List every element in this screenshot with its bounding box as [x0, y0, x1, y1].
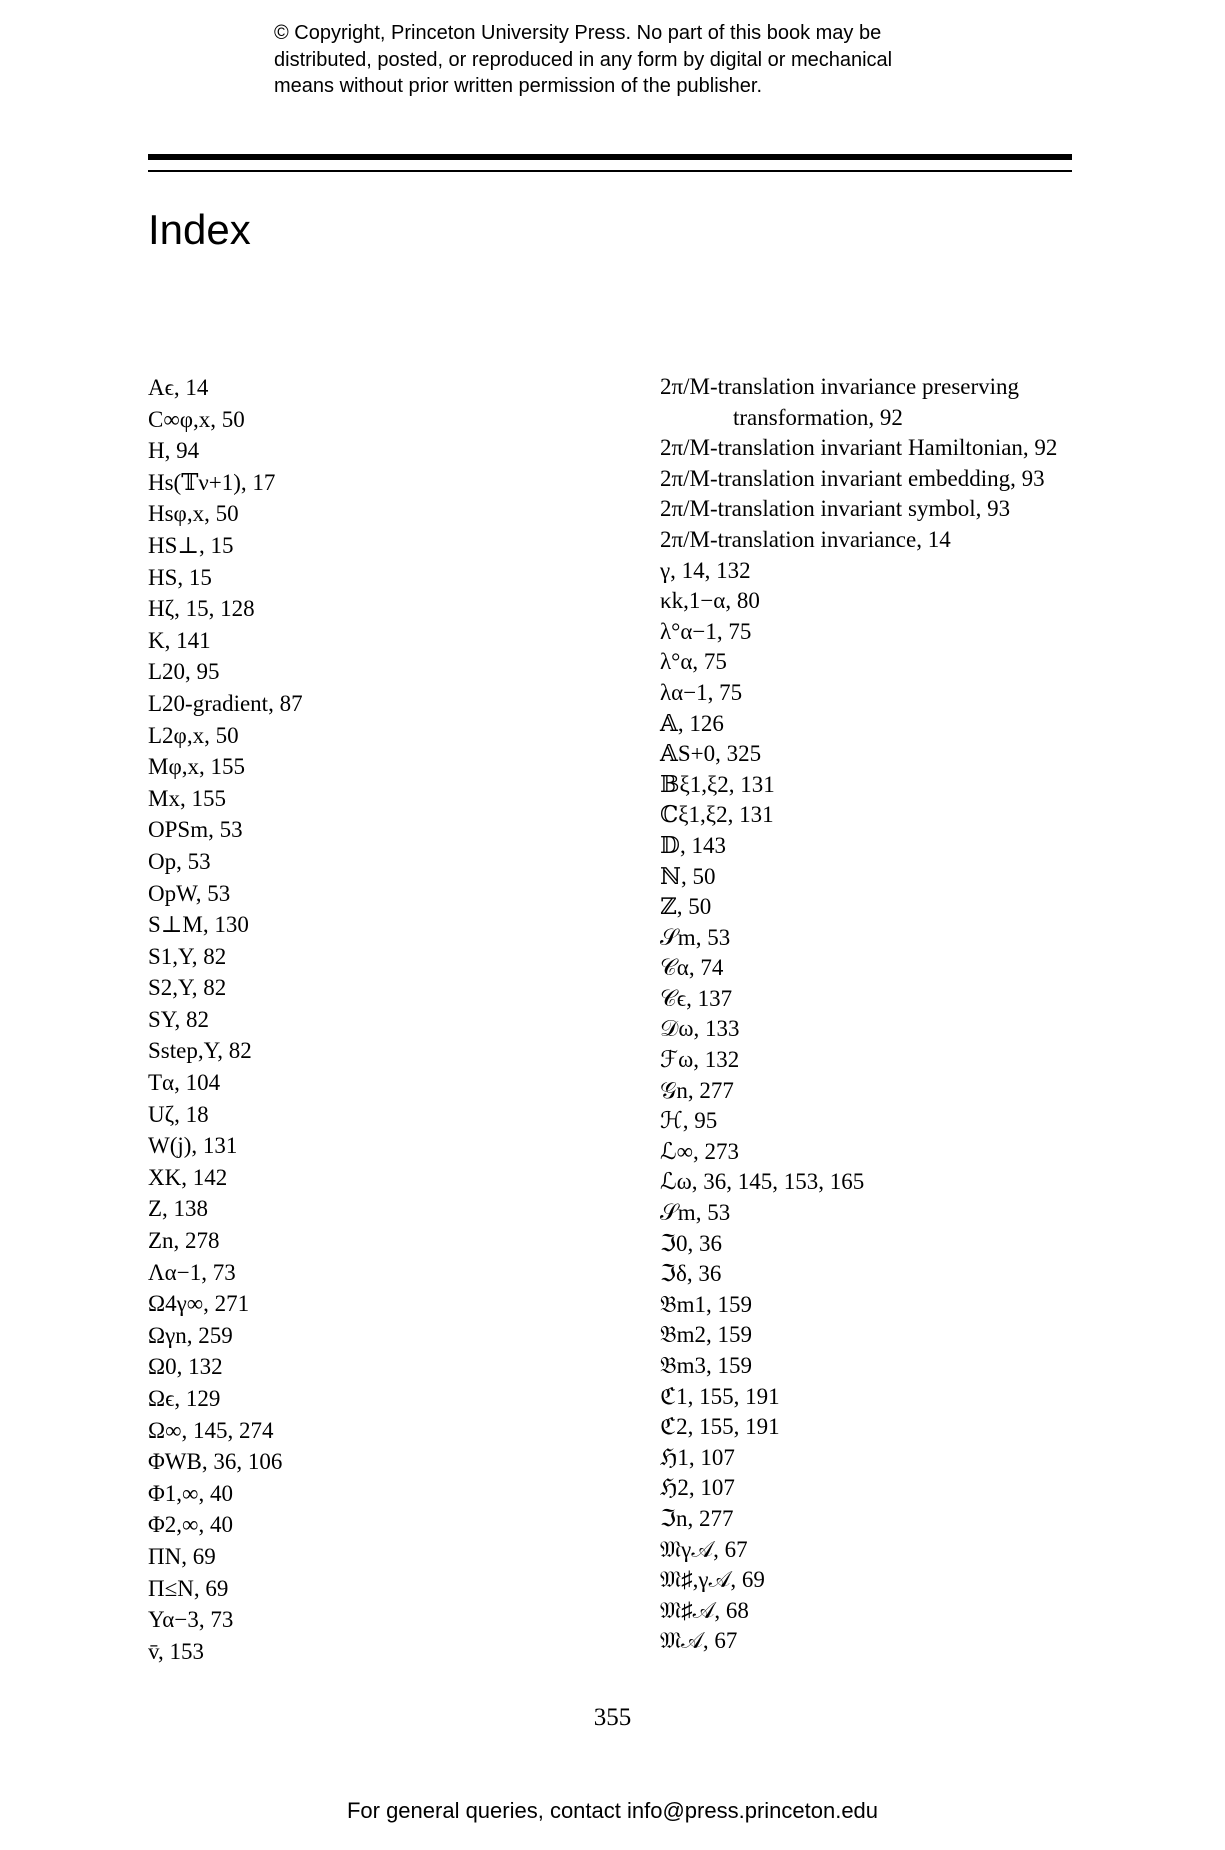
- index-entry: OpW, 53: [148, 880, 231, 906]
- index-entry: 𝒞α, 74: [660, 955, 724, 981]
- index-entry: Sstep,Υ, 82: [148, 1038, 252, 1064]
- index-entry: S1,Υ, 82: [148, 943, 227, 969]
- index-entry: ℭ1, 155, 191: [660, 1383, 780, 1409]
- index-entry: Mx, 155: [148, 785, 226, 811]
- index-entry: Hsφ,x, 50: [148, 501, 239, 527]
- header-rule-thin: [148, 170, 1072, 172]
- index-entry: ℑδ, 36: [660, 1261, 722, 1287]
- index-entry: 𝔻, 143: [660, 832, 726, 858]
- index-entry: Ω0, 132: [148, 1354, 223, 1380]
- index-entry: H, 94: [148, 438, 200, 464]
- index-entry: 𝒟ω, 133: [660, 1016, 740, 1042]
- index-entry: Mφ,x, 155: [148, 754, 245, 780]
- index-entry: Φ1,∞, 40: [148, 1480, 233, 1506]
- index-entry: Op, 53: [148, 848, 211, 874]
- index-entry: 2π/M-translation invariant Hamiltonian, 92: [660, 435, 1058, 461]
- index-entry: Hs(𝕋ν+1), 17: [148, 469, 276, 495]
- index-entry: γ, 14, 132: [660, 557, 751, 583]
- index-entry: 𝔸, 126: [660, 710, 724, 736]
- copyright-line: distributed, posted, or reproduced in any form by digital or mechanical: [274, 48, 893, 71]
- index-column-right: [660, 372, 1057, 1657]
- index-entry: ℑ0, 36: [660, 1230, 723, 1256]
- index-entry: 𝔐γ𝒜, 67: [660, 1536, 748, 1562]
- index-entry: 𝔐𝒜, 67: [660, 1628, 738, 1654]
- index-entry: 𝔅m3, 159: [660, 1353, 752, 1378]
- index-entry: OPSm, 53: [148, 817, 243, 843]
- index-entry: ℤ, 50: [660, 894, 712, 920]
- index-entry: Z, 138: [148, 1196, 209, 1222]
- index-entry: Ωγn, 259: [148, 1322, 233, 1348]
- index-entry: 2π/M-translation invariance preserving: [660, 374, 1020, 399]
- index-entry: ℱω, 132: [660, 1047, 740, 1073]
- index-entry: ℂξ1,ξ2, 131: [660, 802, 774, 828]
- index-entry: HS⊥, 15: [148, 532, 234, 558]
- index-entry: 𝒞ϵ, 137: [660, 985, 733, 1011]
- index-entry: ℒ∞, 273: [660, 1138, 739, 1164]
- index-entry: S2,Υ, 82: [148, 975, 227, 1001]
- index-entry: 𝒮m, 53: [660, 924, 731, 950]
- index-entry: 𝔅m1, 159: [660, 1291, 752, 1317]
- index-entry: ℌ1, 107: [660, 1444, 735, 1470]
- index-entry: 𝔅m2, 159: [660, 1322, 752, 1348]
- index-entry: ℭ2, 155, 191: [660, 1414, 780, 1440]
- index-entry: 𝒢n, 277: [660, 1077, 734, 1103]
- copyright-line: means without prior written permission of the publisher.: [274, 75, 763, 97]
- index-entry: SΥ, 82: [148, 1006, 209, 1032]
- index-entry: Ω∞, 145, 274: [148, 1417, 274, 1443]
- index-entry: Φ2,∞, 40: [148, 1512, 233, 1538]
- index-entry: ℒω, 36, 145, 153, 165: [660, 1169, 865, 1195]
- index-entry: Λα−1, 73: [148, 1259, 236, 1285]
- index-entry: K, 141: [148, 627, 211, 653]
- index-entry: S⊥M, 130: [148, 912, 249, 938]
- index-entry: 2π/M-translation invariant embedding, 93: [660, 465, 1045, 491]
- index-entry: 𝔹ξ1,ξ2, 131: [660, 771, 775, 797]
- copyright-line: © Copyright, Princeton University Press. No part of this book may be: [274, 22, 882, 44]
- index-entry: Zn, 278: [148, 1228, 220, 1254]
- copyright-notice: [274, 20, 1074, 100]
- index-entry: ℕ, 50: [660, 863, 716, 889]
- page-number: 355: [593, 1704, 632, 1731]
- index-entry: λα−1, 75: [660, 679, 743, 705]
- index-entry: W(j), 131: [148, 1133, 238, 1159]
- index-entry: XK, 142: [148, 1164, 228, 1190]
- index-entry: 𝒮m, 53: [660, 1200, 731, 1226]
- index-entry: L20, 95: [148, 659, 220, 685]
- index-entry: C∞φ,x, 50: [148, 406, 245, 432]
- index-entry: Ωϵ, 129: [148, 1386, 221, 1411]
- index-entry: 𝔐♯,γ𝒜, 69: [660, 1567, 765, 1593]
- index-entry: HS, 15: [148, 564, 212, 590]
- index-entry: 2π/M-translation invariance, 14: [660, 526, 951, 552]
- index-entry: L2φ,x, 50: [148, 722, 239, 748]
- index-entry: ℌ2, 107: [660, 1475, 735, 1501]
- index-entry: Ω4γ∞, 271: [148, 1291, 250, 1317]
- index-entry: 𝔸S+0, 325: [660, 741, 762, 767]
- index-entry: ΠN, 69: [148, 1543, 216, 1569]
- index-entry: Aϵ, 14: [148, 375, 209, 400]
- index-entry: 𝔐♯𝒜, 68: [660, 1597, 749, 1623]
- index-entry: 2π/M-translation invariant symbol, 93: [660, 496, 1011, 522]
- index-entry: Hζ, 15, 128: [148, 596, 255, 622]
- index-entry: λ°α, 75: [660, 649, 727, 675]
- header-rule-thick: [148, 154, 1072, 160]
- index-entry: Υα−3, 73: [148, 1607, 234, 1633]
- index-entry: Uζ, 18: [148, 1101, 209, 1127]
- index-entry: Π≤N, 69: [148, 1575, 229, 1601]
- index-entry-continuation: transformation, 92: [733, 404, 903, 430]
- index-entry: L20-gradient, 87: [148, 690, 303, 716]
- index-column-left: [148, 372, 303, 1667]
- footer-contact: For general queries, contact info@press.princeton.edu: [346, 1798, 879, 1823]
- index-entry: Tα, 104: [148, 1070, 221, 1096]
- index-entry: ℋ, 95: [660, 1108, 718, 1134]
- index-entry: κk,1−α, 80: [660, 588, 760, 614]
- index-entry: v̄, 153: [148, 1638, 205, 1664]
- page-title: Index: [148, 206, 251, 253]
- index-entry: λ°α−1, 75: [660, 618, 752, 644]
- index-entry: ΦWB, 36, 106: [148, 1449, 283, 1475]
- index-entry: ℑn, 277: [660, 1505, 734, 1531]
